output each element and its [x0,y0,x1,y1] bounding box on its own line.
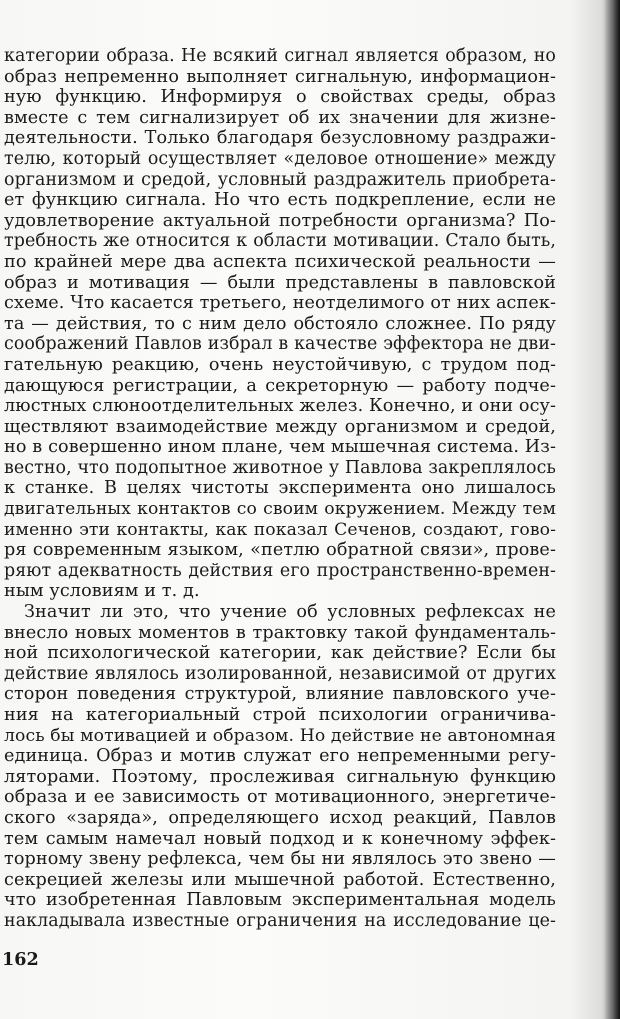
text-line: двигательных контактов со своим окружением. Между тем [4,499,556,520]
text-line: образа и ее зависимость от мотивационного, энергетиче- [4,787,556,808]
text-line: к станке. В целях чистоты эксперимента оно лишалось [4,478,556,499]
text-line: дающуюся регистрации, а секреторную — работу подче- [4,375,556,396]
text-line: деятельности. Только благодаря безусловному раздражи- [4,128,556,149]
text-line: секрецией железы или мышечной работой. Естественно, [4,869,556,890]
text-line: образ непременно выполняет сигнальную, информацион- [4,66,556,87]
text-line: та — действия, то с ним дело обстояло сложнее. По ряду [4,313,556,334]
text-line: ществляют взаимодействие между организмом и средой, [4,416,556,437]
text-line: сторон поведения структурой, влияние павловского уче- [4,684,556,705]
text-line: лось бы мотивацией и образом. Но действие не автономная [4,725,556,746]
text-line: ряют адекватность действия его пространственно-времен- [4,560,556,581]
body-text [4,46,556,932]
text-line: ляторами. Поэтому, прослеживая сигнальную функцию [4,766,556,787]
text-line: накладывала известные ограничения на исследование це- [4,910,556,931]
text-line: тем самым намечал новый подход и к конечному эффек- [4,828,556,849]
paragraph-end-line: ным условиям и т. д. [4,581,200,602]
text-line: ную функцию. Информируя о свойствах среды, образ [4,87,556,108]
page-number: 162 [2,949,39,970]
text-line: внесло новых моментов в трактовку такой фундаменталь- [4,622,556,643]
text-line: схеме. Что касается третьего, неотделимого от них аспек- [4,293,556,314]
text-line: категории образа. Не всякий сигнал является образом, но [4,46,556,66]
text-line: вестно, что подопытное животное у Павлова закреплялось [4,457,556,478]
text-line: именно эти контакты, как показал Сеченов, создают, гово- [4,519,556,540]
text-line: люстных слюноотделительных желез. Конечно, и они осу- [4,396,556,417]
text-line: гательную реакцию, очень неустойчивую, с трудом под- [4,354,556,375]
text-line: требность же относится к области мотивации. Стало быть, [4,231,556,252]
text-line: что изобретенная Павловым экспериментальная модель [4,890,556,911]
text-line: ря современным языком, «петлю обратной связи», прове- [4,540,556,561]
text-line: по крайней мере два аспекта психической реальности — [4,251,556,272]
text-line: организмом и средой, условный раздражитель приобрета- [4,169,556,190]
text-line: телю, который осуществляет «деловое отношение» между [4,148,556,169]
text-line: ского «заряда», определяющего исход реакций, Павлов [4,807,556,828]
text-line: единица. Образ и мотив служат его непременными регу- [4,746,556,767]
text-line: образ и мотивация — были представлены в павловской [4,272,556,293]
paragraph-start-line: Значит ли это, что учение об условных рефлексах не [24,602,556,623]
text-line: действие являлось изолированной, независимой от других [4,663,556,684]
text-line: но в совершенно ином плане, чем мышечная система. Из- [4,437,556,458]
text-line: ной психологической категории, как действие? Если бы [4,643,556,664]
text-line: ния на категориальный строй психологии ограничива- [4,705,556,725]
text-line: соображений Павлов избрал в качестве эффектора не дви- [4,334,556,355]
text-line: вместе с тем сигнализирует об их значении для жизне- [4,107,556,128]
text-line: удовлетворение актуальной потребности организма? По- [4,210,556,231]
text-line: торному звену рефлекса, чем бы ни являлось это звено — [4,849,556,870]
text-line: ет функцию сигнала. Но что есть подкрепление, если не [4,190,556,211]
page-edge-shadow [604,0,620,1019]
